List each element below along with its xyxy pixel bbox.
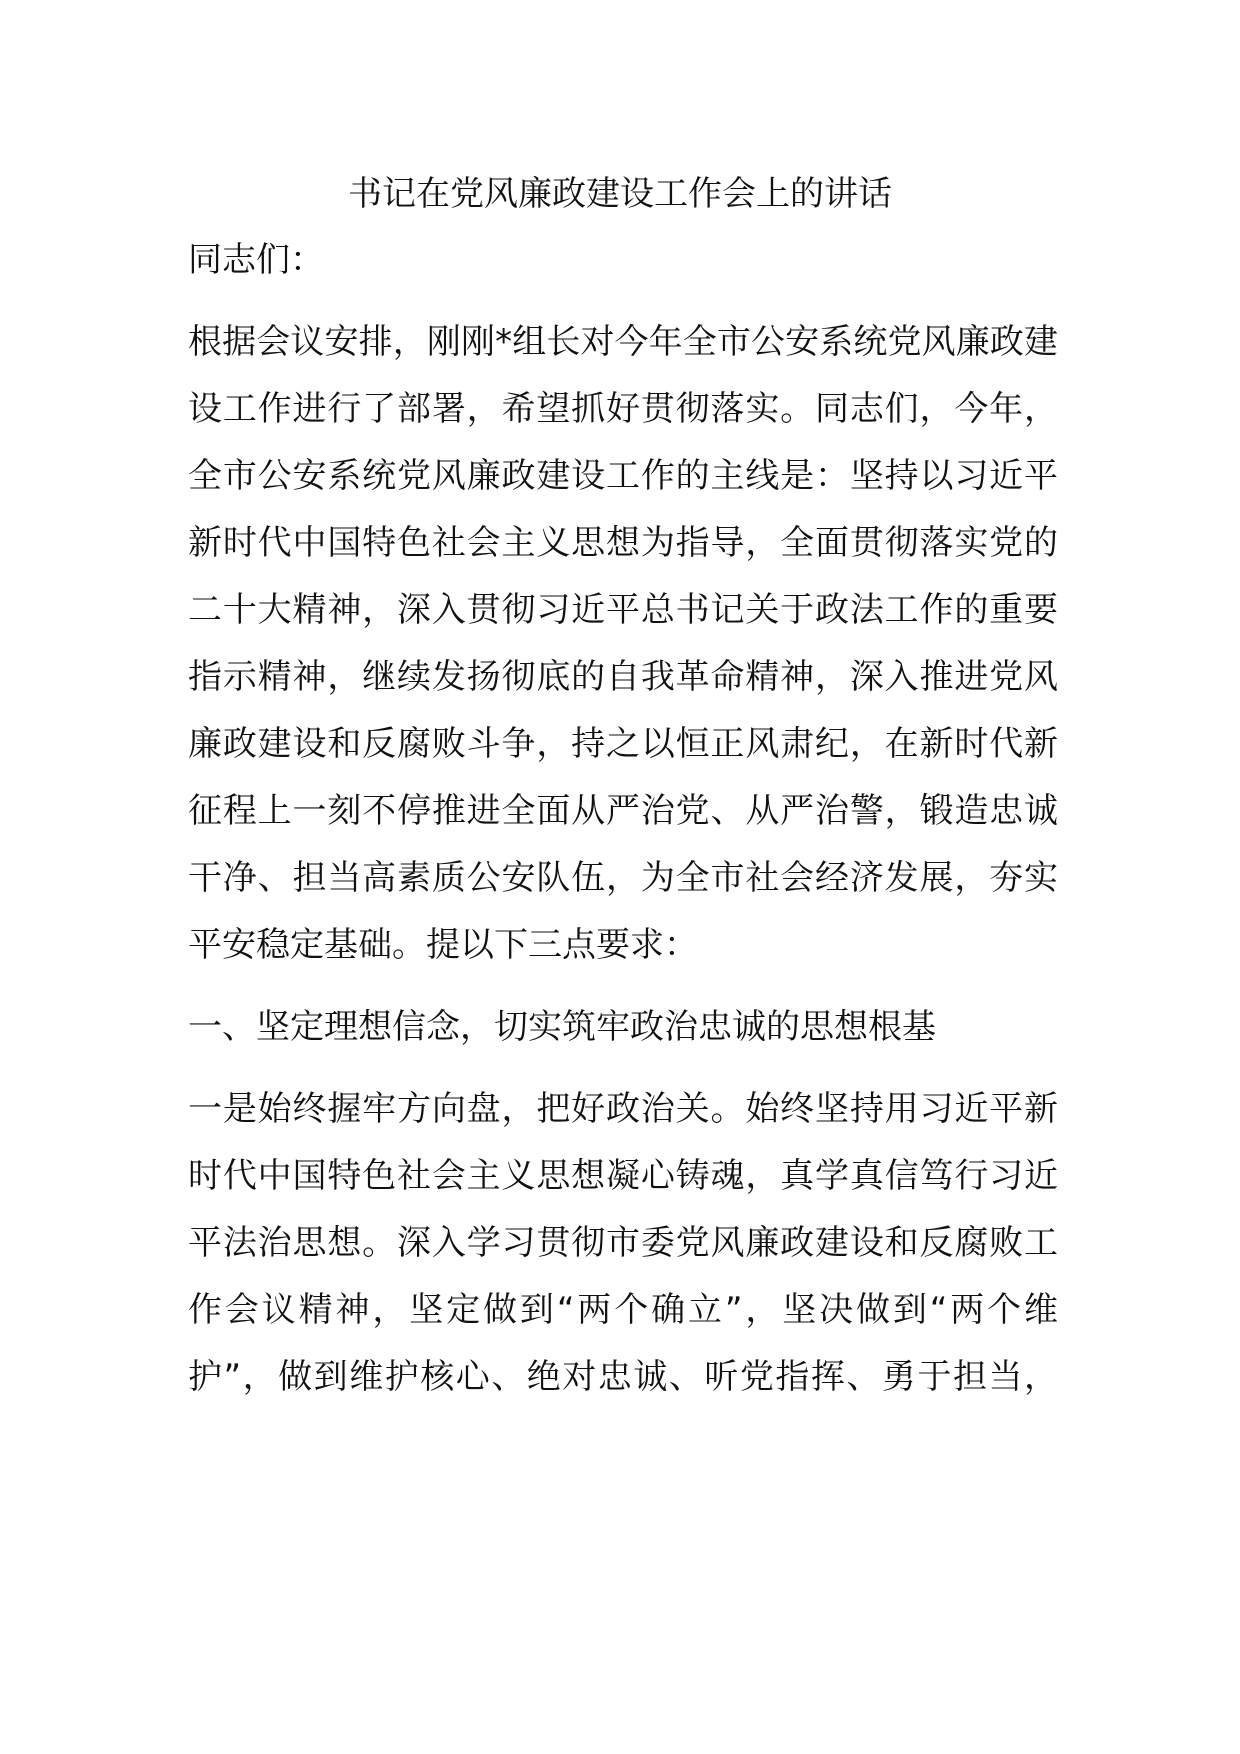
salutation: 同志们： (188, 240, 324, 280)
paragraph-line: 一是始终握牢方向盘，把好政治关。始终坚持用习近平新 (188, 1089, 1058, 1129)
section-heading: 一、坚定理想信念，切实筑牢政治忠诚的思想根基 (188, 1007, 936, 1047)
paragraph-line: 作会议精神，坚定做到“两个确立”，坚决做到“两个维 (188, 1290, 1058, 1330)
document-title: 书记在党风廉政建设工作会上的讲话 (348, 174, 892, 214)
paragraph-line: 二十大精神，深入贯彻习近平总书记关于政法工作的重要 (188, 590, 1058, 630)
paragraph-line: 平法治思想。深入学习贯彻市委党风廉政建设和反腐败工 (188, 1223, 1058, 1263)
paragraph-line: 根据会议安排，刚刚*组长对今年全市公安系统党风廉政建 (188, 322, 1058, 362)
paragraph-line: 干净、担当高素质公安队伍，为全市社会经济发展，夯实 (188, 858, 1058, 898)
paragraph-line: 护”，做到维护核心、绝对忠诚、听党指挥、勇于担当， (188, 1357, 1058, 1397)
paragraph-line: 廉政建设和反腐败斗争，持之以恒正风肃纪，在新时代新 (188, 724, 1058, 764)
paragraph-line: 时代中国特色社会主义思想凝心铸魂，真学真信笃行习近 (188, 1156, 1058, 1196)
paragraph-line: 平安稳定基础。提以下三点要求： (188, 925, 698, 965)
paragraph-line: 全市公安系统党风廉政建设工作的主线是：坚持以习近平 (188, 456, 1058, 496)
paragraph-line: 新时代中国特色社会主义思想为指导，全面贯彻落实党的 (188, 523, 1058, 563)
paragraph-line: 征程上一刻不停推进全面从严治党、从严治警，锻造忠诚 (188, 791, 1058, 831)
paragraph-line: 指示精神，继续发扬彻底的自我革命精神，深入推进党风 (188, 657, 1058, 697)
paragraph-line: 设工作进行了部署，希望抓好贯彻落实。同志们，今年， (188, 389, 1058, 429)
